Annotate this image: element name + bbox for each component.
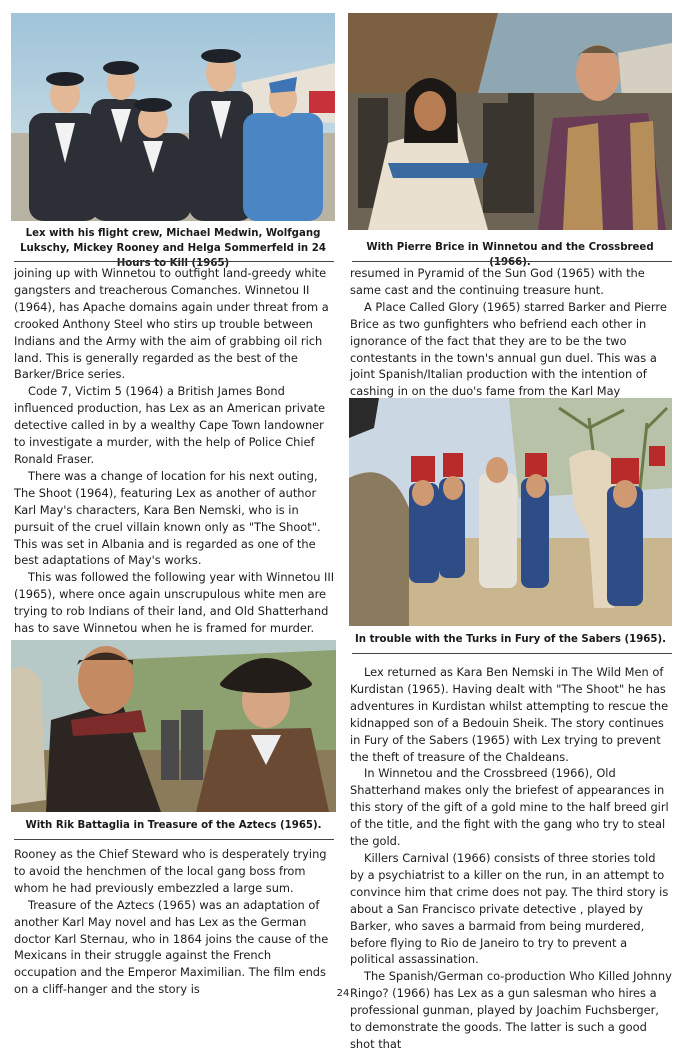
page-number: 24 (336, 988, 350, 999)
caption-turks: In trouble with the Turks in Fury of the Sabers (1965). (355, 634, 666, 645)
photo-fury-of-the-sabers (349, 398, 672, 626)
article-text-left-bottom (14, 846, 336, 998)
paragraph: Code 7, Victim 5 (1964) a British James Bond influenced production, has Lex as an American private detective called in by a wealthy Cape Town landowner to investigate a murder, with the help of Police Chief Ronald Fraser. (14, 384, 326, 466)
caption-pierre-brice: With Pierre Brice in Winnetou and the Crossbreed (1966). (366, 242, 654, 268)
divider (14, 839, 334, 840)
photo-flight-crew (11, 13, 335, 221)
paragraph: Treasure of the Aztecs (1965) was an adaptation of another Karl May novel and has Lex as the German doctor Karl Sternau, who in 1864 joins the cause of the Mexicans in their struggle against the French occupation and the Emperor Maximilian. The film ends on a cliff-hanger and the story is (14, 897, 329, 997)
paragraph: A Place Called Glory (1965) starred Barker and Pierre Brice as two gunfighters who befriend each other in ignorance of the fact that they are to be the two contestants in the town's annual gun duel. This was a joint Spanish/Italian production with the intention of cashing in on the duo's fame from the Karl May (350, 299, 667, 399)
caption-flight-crew: Lex with his flight crew, Michael Medwin, Wolfgang Lukschy, Mickey Rooney and Helga Sommerfeld in 24 Hours to Kill (1965) (20, 228, 326, 269)
divider (352, 653, 672, 654)
paragraph: In Winnetou and the Crossbreed (1966), Old Shatterhand makes only the briefest of appearances in this story of the gift of a gold mine to the half breed girl of the title, and the fight with the gang who try to steal the gold. (350, 766, 669, 849)
divider (14, 261, 334, 262)
divider (352, 261, 672, 262)
photo-pierre-brice (348, 13, 672, 230)
paragraph: There was a change of location for his next outing, The Shoot (1964), featuring Lex as another of author Karl May's characters, Kara Ben Nemski, who is in pursuit of the cruel villain known only as "The Shoot". This was set in Albania and is regarded as one of the best adaptations of May's works. (14, 468, 321, 568)
paragraph: Rooney as the Chief Steward who is desperately trying to avoid the henchmen of the local gang boss from whom he had previously embezzled a large sum. (14, 847, 327, 895)
paragraph: Killers Carnival (1966) consists of three stories told by a psychiatrist to a killer on the run, in an attempt to convince him that crime does not pay. The third story is about a San Francisco private detective , played by Barker, who saves a barmaid from being murdered, before flying to Rio de Janeiro to try to prevent a political assassination. (350, 850, 669, 967)
photo-rik-battaglia (11, 640, 336, 812)
paragraph: Lex returned as Kara Ben Nemski in The Wild Men of Kurdistan (1965). Having dealt with "The Shoot" he has adventures in Kurdistan whilst attempting to rescue the kidnapped son of a Bedouin Sheik. The story continues in Fury of the Sabers (1965) with Lex trying to prevent the theft of treasure of the Chaldeans. (350, 665, 669, 764)
caption-battaglia: With Rik Battaglia in Treasure of the Aztecs (1965). (25, 820, 322, 831)
paragraph: joining up with Winnetou to outfight land-greedy white gangsters and treacherous Comanches. Winnetou II (1964), has Apache domains again under threat from a crooked Anthony Steel who stirs up trouble between Indians and the Army with the aim of grabbing oil rich land. This is generally regarded as the best of the Barker/Brice series. (14, 266, 329, 382)
paragraph: This was followed the following year with Winnetou III (1965), where once again unscrupulous white men are trying to rob Indians of their land, and Old Shatterhand has to save Winnetou when he is framed for murder. (14, 570, 335, 636)
paragraph: resumed in Pyramid of the Sun God (1965) with the same cast and the continuing treasure hunt. (350, 266, 645, 297)
paragraph: The Spanish/German co-production Who Killed Johnny Ringo? (1966) has Lex as a gun salesman who hires a professional gunman, played by Joachim Fuchsberger, to demonstrate the goods. The latter is such a good shot that (350, 969, 672, 1051)
article-text-right-top (350, 265, 672, 417)
